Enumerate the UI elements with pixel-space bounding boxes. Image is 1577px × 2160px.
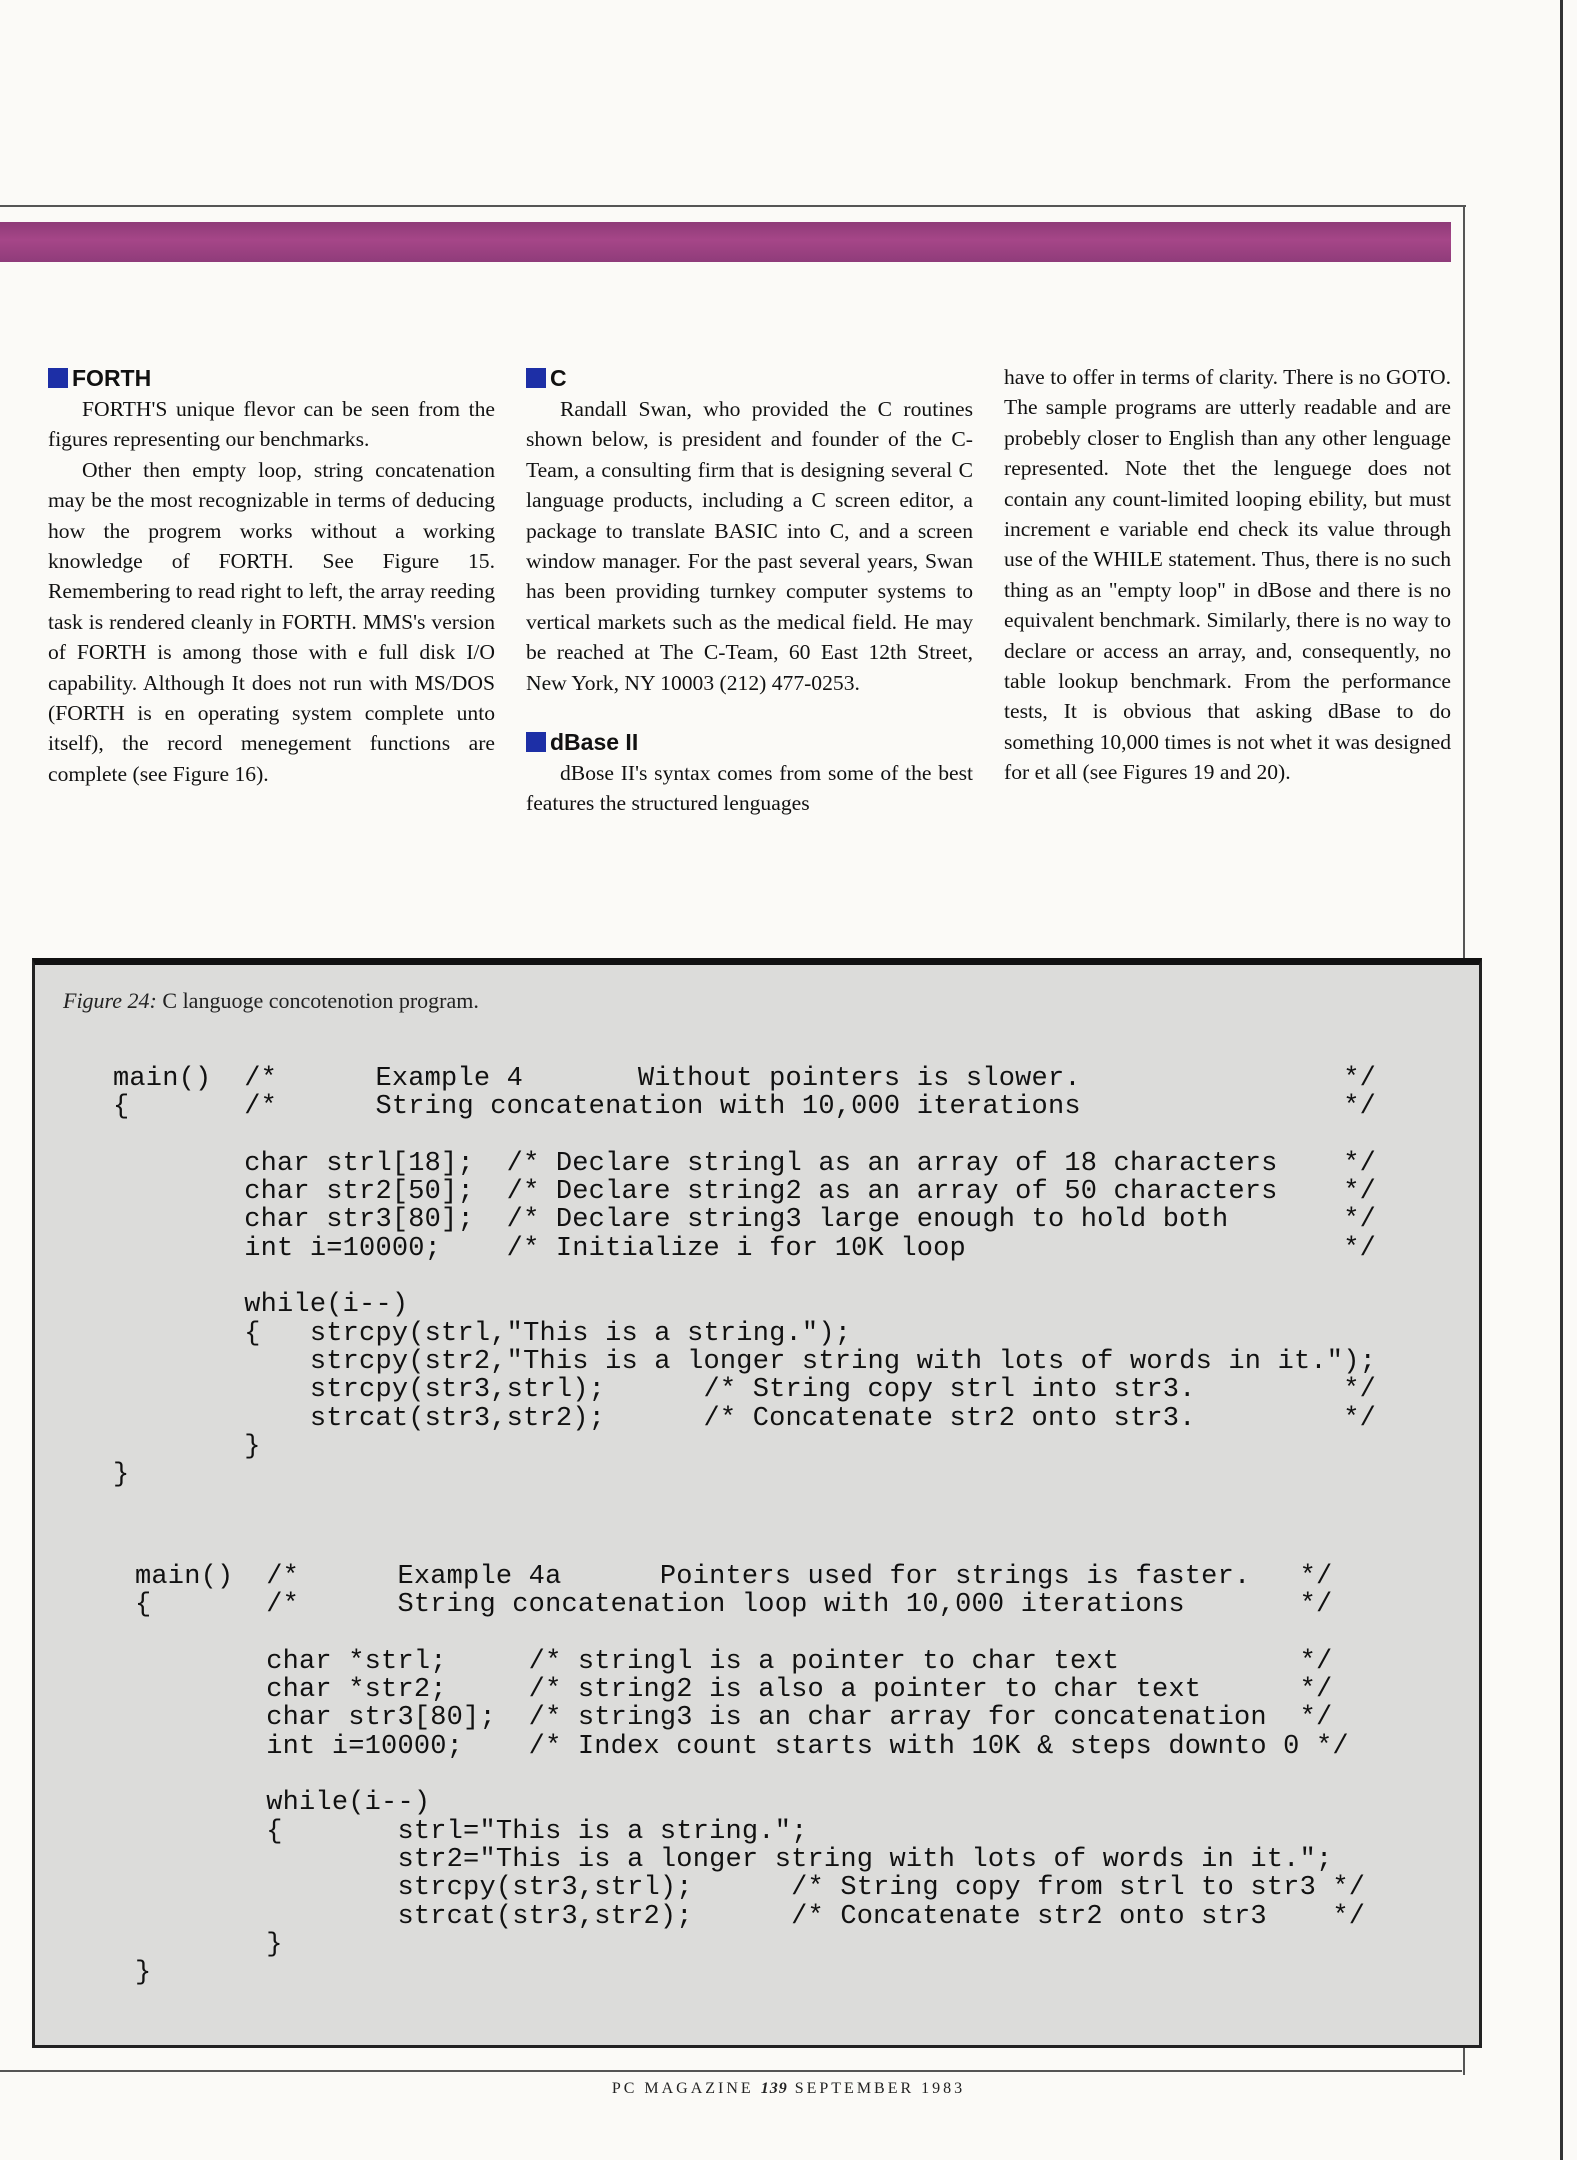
column-forth	[48, 362, 495, 789]
heading-text: dBase II	[550, 729, 639, 756]
paragraph: Randall Swan, who provided the C routines shown below, is president and founder of the C-Team, a consulting firm that is designing several C language products, including a C screen editor, a package to translate BASIC into C, and a screen window manager. For the past several years, Swan has been providing turnkey computer systems to vertical markets such as the medical field. He may be reached at The C-Team, 60 East 12th Street, New York, NY 10003 (212) 477-0253.	[526, 397, 973, 695]
figure-title: C languoge concotenotion program.	[162, 988, 479, 1013]
paragraph: dBose II's syntax comes from some of the best features the structured lenguages	[526, 761, 973, 816]
paragraph: Other then empty loop, string concatenation may be the most recognizable in terms of deducing how the progrem works without a working knowledge of FORTH. See Figure 15. Remembering to read right to left, the array reeding task is rendered cleanly in FORTH. MMS's version of FORTH is among those with e full disk I/O capability. Although It does not run with MS/DOS (FORTH is en operating system complete unto itself), the record menegement functions are complete (see Figure 16).	[48, 457, 495, 786]
section-bullet-icon	[48, 368, 68, 388]
heading-text: C	[550, 365, 567, 391]
figure-24-box	[32, 958, 1482, 2048]
code-example-4: main() /* Example 4 Without pointers is slower. */ { /* String concatenation with 10,000 iterations */ char strl[18]; /* Declare stringl as an array of 18 characters */ char str2[50]; /* Declare string2 as an array of 50 characters */ char str3[80]; /* Declare string3 large enough to hold both */ int i=10000; /* Initialize i for 10K loop */ while(i--) { strcpy(strl,"This is a string."); strcpy(str2,"This is a longer string with lots of words in it."); strcpy(str3,strl); /* String copy strl into str3. */ strcat(str3,str2); /* Concatenate str2 onto str3. */ } }	[113, 1064, 1377, 1491]
section-color-bar	[0, 222, 1451, 262]
frame-rule-top	[0, 205, 1466, 207]
footer-magazine: PC MAGAZINE	[611, 2080, 754, 2097]
section-bullet-icon	[526, 732, 546, 752]
paragraph: have to offer in terms of clarity. There is no GOTO. The sample programs are utterly readable and are probebly closer to English than any other lenguage represented. Note thet the lenguege does not contain any count-limited looping ebility, but must increment e variable end check its value through use of the WHILE statement. Thus, there is no such thing as an "empty loop" in dBose and there is no equivalent benchmark. Similarly, there is no way to declare or access an array, and, consequently, no table lookup benchmark. From the performance tests, It is obvious that asking dBase to do something 10,000 times is not whet it was designed for et all (see Figures 19 and 20).	[1004, 365, 1451, 785]
page-edge	[1560, 0, 1563, 2160]
paragraph: FORTH'S unique flevor can be seen from the figures representing our benchmarks.	[48, 397, 495, 452]
section-bullet-icon	[526, 368, 546, 388]
footer-page-number: 139	[760, 2080, 788, 2097]
section-heading-forth	[48, 362, 495, 394]
code-example-4a: main() /* Example 4a Pointers used for strings is faster. */ { /* String concatenation loop with 10,000 iterations */ char *strl; /* stringl is a pointer to char text */ char *str2; /* string2 is also a pointer to char text */ char str3[80]; /* string3 is an char array for concatenation */ int i=10000; /* Index count starts with 10K & steps downto 0 */ while(i--) { strl="This is a string."; str2="This is a longer string with lots of words in it."; strcpy(str3,strl); /* String copy from strl to str3 */ strcat(str3,str2); /* Concatenate str2 onto str3 */ } }	[135, 1562, 1366, 1989]
figure-caption	[63, 988, 479, 1014]
article-columns	[48, 362, 1454, 892]
column-dbase-continued	[1004, 362, 1451, 788]
footer-date: SEPTEMBER 1983	[794, 2080, 966, 2097]
frame-rule-bottom	[0, 2070, 1462, 2072]
heading-text: FORTH	[72, 365, 152, 391]
figure-label: Figure 24:	[63, 988, 157, 1013]
section-heading-c	[526, 362, 973, 394]
section-heading-dbase	[526, 726, 973, 758]
column-c	[526, 362, 973, 819]
page-footer	[0, 2080, 1577, 2098]
